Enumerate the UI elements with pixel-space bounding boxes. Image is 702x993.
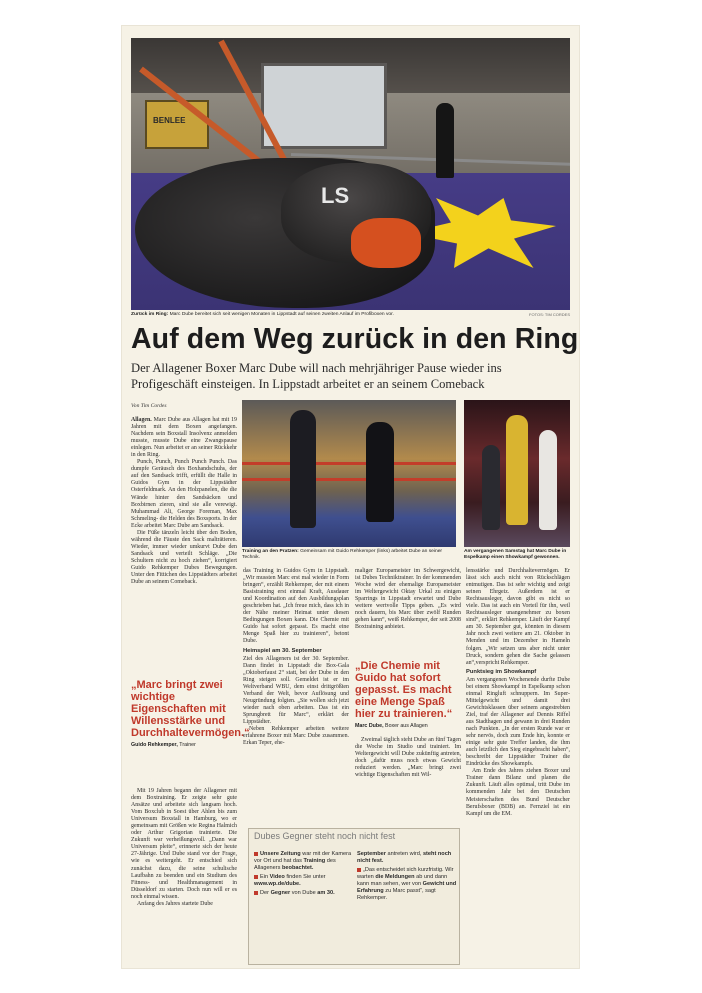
info-text: Ein — [260, 874, 269, 880]
benlee-banner — [145, 100, 209, 149]
paragraph: das Training in Guidos Gym in Lippstadt. „Wir mussten Marc erst mal wieder in Form bringen“, erzählt Rehkemper, der mit einem Basistraining erst einmal Kraft, Ausdauer und Koordination auf den Ausbildungsplan geschrieben hat. „Ich freue mich, dass ich in der Nähe meiner Heimat unter diesen Bedingungen Boxen kann. Die Chemie mit Guido hat sofort gepasst. Es macht eine Menge Spaß hier zu trainieren“, betont Dube. — [243, 568, 349, 645]
hero-caption-lead: Zurück im Ring: — [131, 312, 169, 317]
bullet-square-icon — [254, 891, 258, 895]
column-3-lower — [355, 737, 461, 779]
info-bold: September — [357, 851, 386, 857]
info-box-title: Dubes Gegner steht noch nicht fest — [254, 831, 396, 841]
info-bold: Video — [269, 874, 285, 880]
paragraph: Am vergangenen Wochenende durfte Dube bei einem Showkampf in Espelkamp schon einmal Ringluft schnuppern. Im Super-Mittelgewicht und damit drei Gewichtsklassen über seinem angestrebten Ziel, traf der Allagener auf Dennis Riffel aus Stadthagen und gewann in drei Runden nach Punkten. „In der ersten Runde war er sehr nervös, doch zum Ende hin, konnte er einige sehr gute Treffer landen, die ihm auch letztlich den Sieg eingebracht haben“, beschreibt der Lippstädter Trainer die Eindrücke des Showkampfs. — [466, 676, 570, 768]
paragraph: Ziel des Allageners ist der 30. September. Dann findet in Lippstadt die Box-Gala „Oktoberfaust 2“ statt, bei der Dube in den Ring steigen soll. Gemeldet ist er im Weltverband WBU, dem einst drittgrößten Verband der Welt, bevor Auflösung und Neugründung folgten. „Sie wollen sich jetzt wieder nach oben arbeiten. Das ist ein Sprungbrett für Marc“, erklärt der Lippstädter. — [243, 655, 349, 725]
glove-cuff — [351, 218, 421, 268]
banner-text: BENLEE — [153, 116, 186, 125]
bullet-square-icon — [357, 868, 361, 872]
ring-rope — [242, 478, 456, 481]
info-item — [357, 851, 457, 865]
hero-caption-text: Marc Dube bereitet sich seit wenigen Monaten in Lippstadt auf seinen zweiten Anlauf im Profiboxen vor. — [169, 312, 394, 317]
paragraph: Mit 19 Jahren begann der Allagener mit dem Boxtraining. Er zeigte sehr gute Ansätze und arbeitete sich langsam hoch. Vom Boxclub in Soest über Ahlen bis zum Universum Boxstall in Hamburg, wo er gemeinsam mit Größen wie Regina Halmich oder Arthur Grigorian trainierte. Die Zukunft war verheißungsvoll. „Dann war Universum pleite“, erinnerte sich der heute 27-Jährige. Und Dube stand vor der Frage, wie es weitergeht. Er entschied sich zunächst dazu, die seine schulische Laufbahn zu beenden und ein Studium des Fitness- und Healthmanagement in Düsseldorf zu starten. Doch nun will er es noch einmal wissen. — [131, 788, 237, 900]
info-box-column-2 — [357, 851, 457, 904]
pull-quote-1 — [131, 679, 250, 748]
training-photo-caption — [242, 549, 456, 561]
column-1 — [131, 417, 237, 586]
info-item — [254, 851, 354, 872]
pull-quote-attribution — [355, 723, 463, 729]
info-item — [357, 867, 457, 902]
paragraph: maliger Europameister im Schwergewicht, ist Dubes Techniktrainer. In der kommenden Woche wird der ehemalige Europameister im Weltergewicht Oktay Urkal zu einigen Sparrings in Lippstadt erwartet und Dube weitere wertvolle Tipps geben. „Es wird noch dauern, bis Marc über zwölf Runden gehen kann“, weiß Rehkemper, der seit 2008 Boxtraining anbietet. — [355, 568, 461, 631]
training-photo — [242, 400, 456, 547]
bullet-square-icon — [254, 852, 258, 856]
info-text: des Allageners — [254, 858, 336, 871]
info-bold: Training — [303, 858, 326, 864]
info-bold: Gegner — [270, 890, 291, 896]
paragraph: Zweimal täglich steht Dube an fünf Tagen die Woche im Studio und trainiert. Im Weltergewicht will Dube zukünftig antreten, doch „dafür muss noch etwas Gewicht reduziert werden. „Marc bringt zwei wichtige Eigenschaften mit Wil- — [355, 737, 461, 779]
showfight-photo-caption — [464, 549, 570, 561]
pull-quote-role: Boxer aus Allagen — [385, 723, 428, 729]
deck: Der Allagener Boxer Marc Dube will nach mehrjähriger Pause wieder ins Profigeschäft einsteigen. In Lippstadt arbeitet er an seinem Comeback — [131, 361, 502, 391]
ring-rope — [242, 462, 456, 465]
subheading: Heimspiel am 30. September — [243, 647, 322, 654]
photo-credit: FOTOS: TIM CORDES — [529, 312, 570, 317]
paragraph: Die Füße tänzeln leicht über den Boden, während die Fäuste den Sack malträtieren. Wieder, immer wieder umkurvt Dube den Sandsack und verteilt Schläge. „Die Schultern nicht zu hoch ziehen“, korrigiert Guido Rehkemper Dubes Bewegungen. Unter den Fittichen des Lippstädters arbeitet Dube an seinem Comeback. — [131, 529, 237, 586]
info-text: finden Sie unter — [286, 874, 326, 880]
referee-figure — [539, 430, 557, 530]
info-text: zu Marc passt“, sagt Rehkemper. — [357, 888, 436, 901]
paragraph: Am Ende des Jahres ziehen Boxer und Trainer dann Bilanz und planen die Zukunft. Läuft alles optimal, tritt Dube im kommenden Jahr bei den Deutschen Meisterschaften des Bund Deutscher Berufsboxer (BDB) an. Fernziel ist ein Kampf um die EM. — [466, 768, 570, 817]
info-text: antreten wird, — [387, 851, 422, 857]
paragraph: Neben Rehkemper arbeiten weitere erfahrene Boxer mit Marc Dube zusammen. Erkan Teper, ehe- — [243, 726, 349, 747]
pull-quote-role: Trainer — [179, 742, 196, 748]
author-byline: Von Tim Cordes — [131, 403, 167, 409]
info-bold: steht noch nicht fest. — [357, 851, 452, 864]
column-2 — [243, 568, 349, 747]
info-text: „Das entscheidet sich kurzfristig. Wir warten — [357, 867, 454, 880]
column-3 — [355, 568, 461, 631]
hall-window — [261, 63, 387, 149]
boxer-silhouette — [436, 103, 454, 178]
paragraph: lensstärke und Durchhaltevermögen. Er lässt sich auch nicht von Rückschlägen entmutigen. Das ist sehr wichtig und zeigt seinen Ehrgeiz. Außerdem ist er Rechtsausleger, davon gibt es nicht so viele. Das ist auch ein Vorteil für ihn, weil Rechtsausleger unangenehmer zu boxen sind“, erklärt Rehkemper. Läuft der Kampf am 30. September gut, könnten in diesem Jahr noch zwei weitere am 21. Oktober in Menden und im Dezember in Hameln folgen. „Wir setzen uns aber nicht unter Druck, sondern gehen die Sache gelassen an“,verspricht Rehkemper. — [466, 568, 570, 666]
paragraph: Anfang des Jahres startete Dube — [137, 900, 213, 907]
pull-quote-text: „Marc bringt zwei wichtige Eigenschaften mit Willensstärke und Durchhaltevermögen.“ — [131, 679, 250, 739]
info-bold: Unsere Zeitung — [260, 851, 301, 857]
info-box-column-1 — [254, 851, 354, 899]
dateline: Allagen. — [131, 417, 152, 423]
pull-quote-name: Marc Dube, — [355, 723, 384, 729]
info-bold: Gewicht und Erfahrung — [357, 881, 457, 894]
hero-caption — [131, 312, 570, 317]
trainer-figure — [290, 410, 316, 528]
paragraph: Punch, Punch, Punch Punch Punch. Das dumpfe Geräusch des Boxhandschuhs, der auf den Sandsack trifft, erfüllt die Halle in Guidos Gym in der Lippstädter Osterfeldmark. An den Holzpanelen, die die Wände hinter den Sandsäcken und Boxbirnen zieren, sind sie alle verewigt. Muhammad Ali, George Foreman, Max Schmeling- die Helden des Boxsports. In der Ecke arbeitet Marc Dube am Sandsack. — [131, 459, 237, 529]
info-box — [248, 828, 460, 965]
info-item — [254, 890, 354, 897]
info-text: ab und dann kann man sehen, wer von — [357, 874, 448, 887]
info-bold: beobachtet. — [282, 865, 314, 871]
opponent-figure — [482, 445, 500, 530]
subheading: Punktsieg im Showkampf — [466, 668, 537, 675]
bullet-square-icon — [254, 875, 258, 879]
info-text: war mit der Kamera vor Ort und hat das — [254, 851, 352, 864]
showfight-photo — [464, 400, 570, 547]
newspaper-clipping — [122, 26, 579, 968]
column-4 — [466, 568, 570, 818]
training-caption-text: Gemeinsam mit Guido Rehkemper (links) arbeitet Dube an seiner Technik. — [242, 549, 443, 560]
pull-quote-name: Guido Rehkemper, — [131, 742, 178, 748]
pull-quote-text: „Die Chemie mit Guido hat sofort gepasst. Es macht eine Menge Spaß hier zu trainieren.“ — [355, 660, 453, 720]
pull-quote-attribution — [131, 742, 239, 748]
showfight-caption-text: Am vergangenen Samstag hat Marc Dube in Espelkamp einen Showkampf gewonnen. — [464, 549, 567, 560]
info-bold: die Meldungen — [375, 874, 415, 880]
hero-photo — [131, 38, 570, 310]
info-bold: am 30. — [317, 890, 335, 896]
pull-quote-2 — [355, 660, 463, 729]
video-link[interactable]: www.wp.de/dube. — [254, 881, 301, 887]
glove-logo-text: LS — [321, 183, 350, 208]
winner-figure — [506, 415, 528, 525]
headline: Auf dem Weg zurück in den Ring — [131, 323, 579, 355]
column-1-lower — [131, 788, 237, 908]
info-text: Der — [260, 890, 270, 896]
paragraph-text: Marc Dube aus Allagen hat mit 19 Jahren mit dem Boxen angefangen. Nachdem sein Boxstall Insolvenz anmelden musste, musste Dube eine Zwangspause einlegen. Nun arbeitet er an seiner Rückkehr in den Ring. — [131, 417, 237, 459]
paragraph — [131, 417, 237, 459]
training-caption-lead: Training an den Pratzen: — [242, 549, 299, 554]
info-text: von Dube — [291, 890, 316, 896]
boxer-figure — [366, 422, 394, 522]
info-item — [254, 874, 354, 888]
